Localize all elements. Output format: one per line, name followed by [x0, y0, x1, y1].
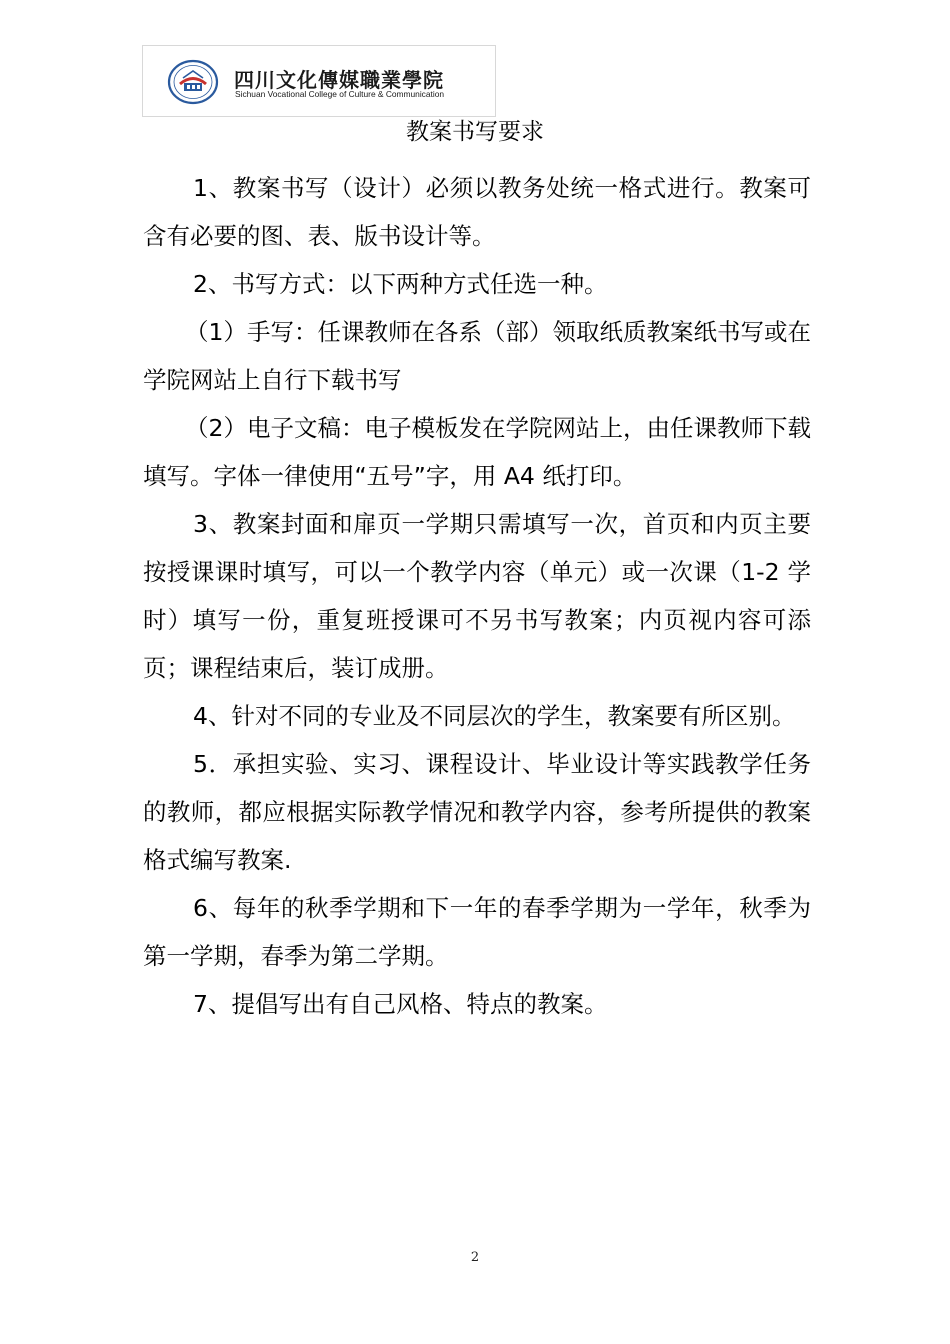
- paragraph-item-5: 5．承担实验、实习、课程设计、毕业设计等实践教学任务的教师，都应根据实际教学情况和教学内容，参考所提供的教案格式编写教案.: [143, 750, 811, 874]
- paragraph-item-6: 6、每年的秋季学期和下一年的春季学期为一学年，秋季为第一学期，春季为第二学期。: [143, 894, 811, 970]
- paragraph-item-7: 7、提倡写出有自己风格、特点的教案。: [193, 990, 608, 1018]
- paragraph-item-2-1: （1）手写：任课教师在各系（部）领取纸质教案纸书写或在学院网站上自行下载书写: [143, 318, 811, 394]
- logo-chinese-name: 四川文化傳媒職業學院: [234, 68, 444, 92]
- paragraph-item-1: 1、教案书写（设计）必须以教务处统一格式进行。教案可含有必要的图、表、版书设计等。: [143, 174, 811, 250]
- paragraph-item-2: 2、书写方式：以下两种方式任选一种。: [193, 270, 608, 298]
- logo-english-name: Sichuan Vocational College of Culture & Communication: [235, 89, 445, 99]
- document-body: [143, 164, 811, 1028]
- page-number: 2: [470, 1250, 480, 1265]
- paragraph-item-2-2: （2）电子文稿：电子模板发在学院网站上，由任课教师下载填写。字体一律使用“五号”字，用 A4 纸打印。: [143, 414, 811, 490]
- college-logo: [142, 45, 496, 117]
- college-emblem-icon: [167, 59, 219, 105]
- paragraph-item-4: 4、针对不同的专业及不同层次的学生，教案要有所区别。: [193, 702, 796, 730]
- paragraph-item-3: 3、教案封面和扉页一学期只需填写一次，首页和内页主要按授课课时填写，可以一个教学内容（单元）或一次课（1-2 学时）填写一份，重复班授课可不另书写教案；内页视内容可添页；课程结束后，装订成册。: [143, 510, 811, 682]
- document-title: 教案书写要求: [406, 119, 544, 145]
